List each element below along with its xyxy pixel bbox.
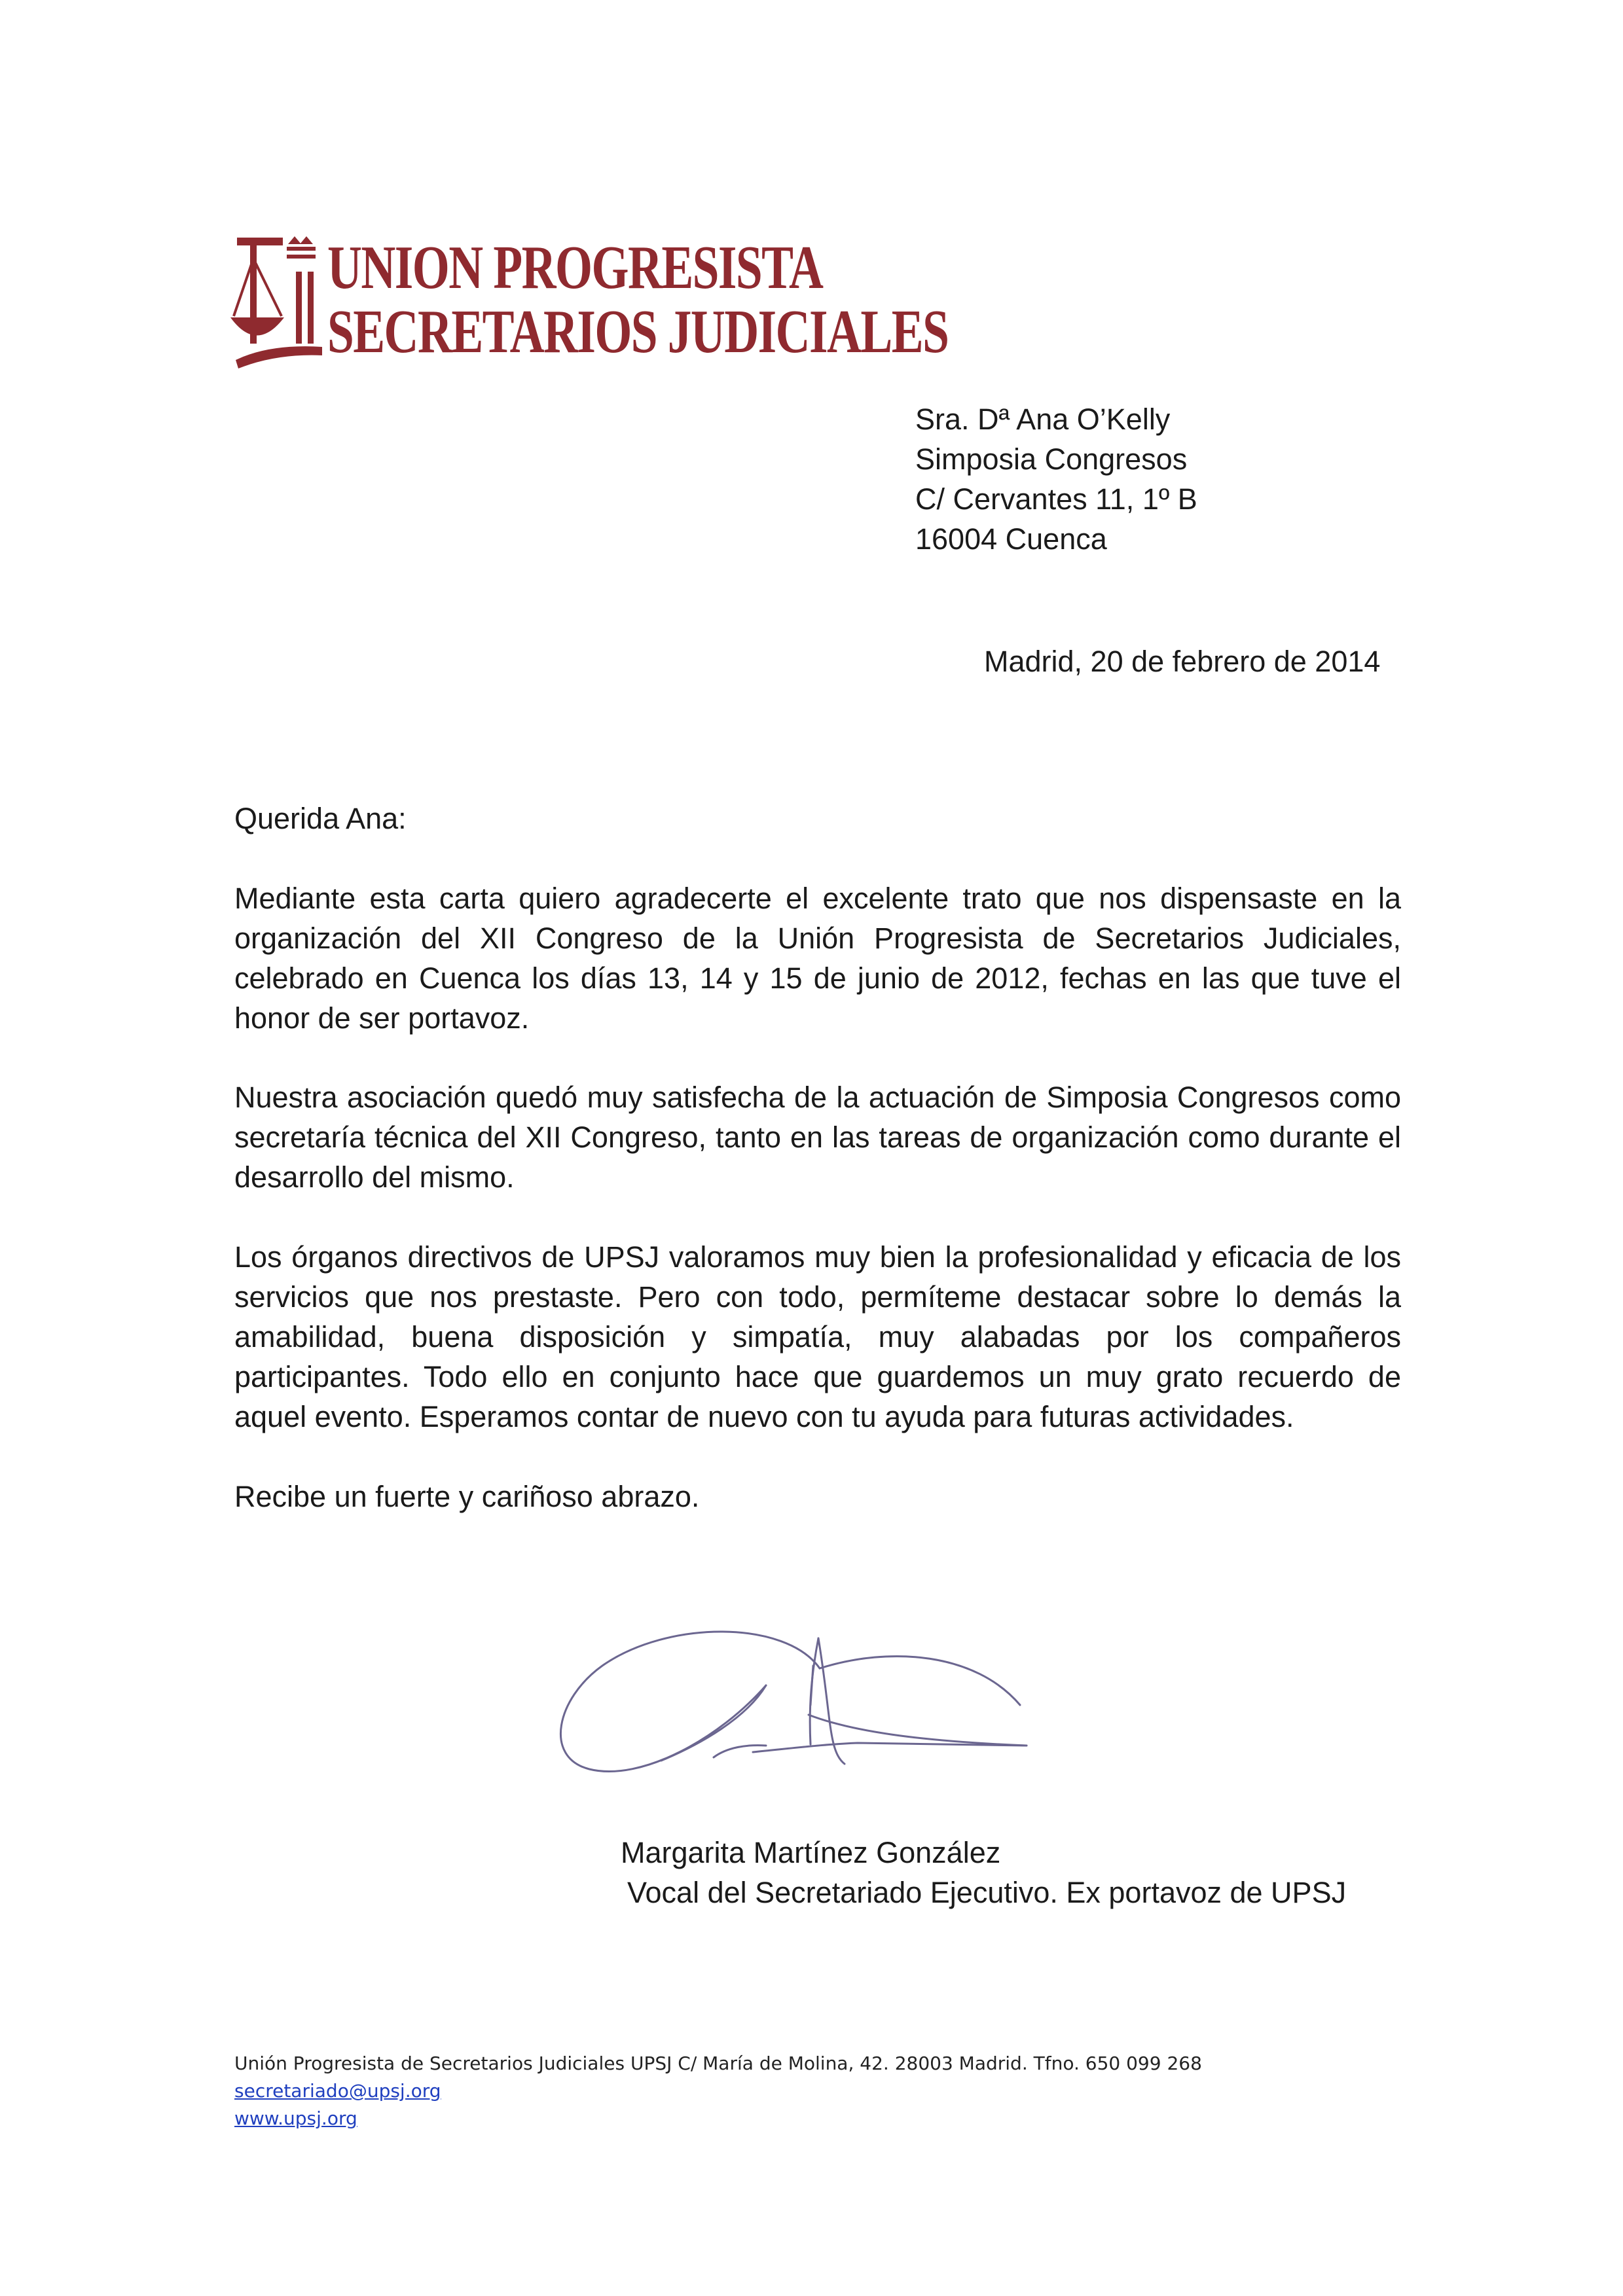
greeting: Querida Ana: [234,802,407,835]
signer-role: Vocal del Secretariado Ejecutivo. Ex portavoz de UPSJ [627,1876,1347,1909]
letter-date: Madrid, 20 de febrero de 2014 [984,645,1381,678]
organization-logo [230,232,949,373]
handwritten-signature [550,1607,1048,1803]
recipient-street: C/ Cervantes 11, 1º B [915,482,1197,516]
footer-email-link[interactable]: secretariado@upsj.org [234,2080,441,2102]
recipient-address [915,399,1197,559]
logo-text-line2: SECRETARIOS JUDICIALES [327,298,949,366]
signer-name: Margarita Martínez González [621,1836,1001,1869]
footer-website-link[interactable]: www.upsj.org [234,2108,357,2129]
recipient-company: Simposia Congresos [915,442,1188,476]
paragraph-2: Nuestra asociación quedó muy satisfecha de la actuación de Simposia Congresos como secretaría técnica del XII Congreso, tanto en las tareas de organización como durante el desarrollo del mismo. [234,1081,1401,1194]
paragraph-1: Mediante esta carta quiero agradecerte el excelente trato que nos dispensaste en la organización del XII Congreso de la Unión Progresista de Secretarios Judiciales, celebrado en Cuenca los días 13, 14 y 15 de junio de 2012, fechas en las que tuve el honor de ser portavoz. [234,882,1401,1035]
signer-block [621,1833,1346,1912]
recipient-city: 16004 Cuenca [915,522,1107,556]
logo-text-line1: UNION PROGRESISTA [327,234,823,302]
footer-address: Unión Progresista de Secretarios Judiciales UPSJ C/ María de Molina, 42. 28003 Madrid. Tfno. 650 099 268 [234,2053,1202,2074]
paragraph-3: Los órganos directivos de UPSJ valoramos muy bien la profesionalidad y eficacia de los servicios que nos prestaste. Pero con todo, permíteme destacar sobre lo demás la amabilidad, buena disposición y simpatía, muy alabadas por los compañeros participantes. Todo ello en conjunto hace que guardemos un muy grato recuerdo de aquel evento. Esperamos contar de nuevo con tu ayuda para futuras actividades. [234,1240,1401,1433]
footer [234,2050,1413,2132]
closing: Recibe un fuerte y cariñoso abrazo. [234,1480,700,1513]
scales-of-justice-icon [230,232,329,373]
recipient-name: Sra. Dª Ana O’Kelly [915,403,1171,436]
